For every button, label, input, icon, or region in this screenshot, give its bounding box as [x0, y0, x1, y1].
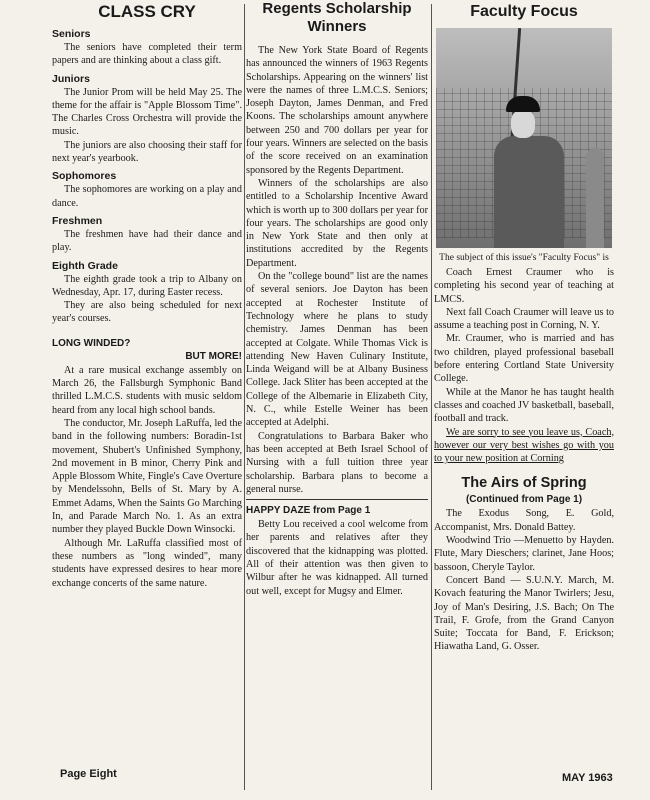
regents-title-line-2: Winners: [307, 18, 367, 35]
column-divider-1: [244, 4, 245, 790]
juniors-heading: Juniors: [52, 72, 90, 85]
faculty-paragraph-2: Next fall Coach Craumer will leave us to assume a teaching post in Corning, N. Y.: [434, 306, 614, 332]
airs-paragraph-1: The Exodus Song, E. Gold, Accompanist, Mrs. Donald Battey.: [434, 508, 614, 533]
long-winded-paragraph-2: The conductor, Mr. Joseph LaRuffa, led the band in the following numbers: Boradin-1st movement, Shubert's Unfinished Symphony, 2nd movement in B minor, Cherry Pink and Apple Blossom White, Fingle's Cave Overture by Mendelssohn, Bells of St. Mary by A. Emmet Adams, When the Saints Go Marching In, and Parade March No. 1. As an extra number they played Buckle Down Winsocki.: [52, 417, 242, 536]
coach-photo: [436, 28, 612, 248]
regents-title: [246, 0, 428, 36]
issue-date: MAY 1963: [562, 772, 613, 784]
regents-paragraph-4: Congratulations to Barbara Baker who has been accepted at Beth Israel School of Nursing with a full tuition three year scholarship. Barbara plans to become a general nurse.: [246, 430, 428, 495]
faculty-paragraph-1: Coach Ernest Craumer who is completing his second year of teaching at LMCS.: [434, 267, 614, 305]
freshmen-heading: Freshmen: [52, 214, 103, 227]
page-number: Page Eight: [60, 768, 117, 780]
faculty-focus-column: [434, 0, 614, 654]
airs-paragraph-2: Woodwind Trio —Menuetto by Hayden. Flute, Mary Dieschers; clarinet, Jane Hoos; bassoon, Cheryle Taylor.: [434, 535, 614, 573]
faculty-paragraph-4: While at the Manor he has taught health classes and coached JV basketball, baseball, football and track.: [434, 386, 615, 425]
eighth-grade-heading: Eighth Grade: [52, 259, 118, 272]
class-cry-title: CLASS CRY: [98, 2, 196, 21]
freshmen-paragraph: The freshmen have had their dance and play.: [52, 228, 242, 254]
seniors-paragraph: The seniors have completed their term papers and are thinking about a class gift.: [52, 42, 242, 67]
happy-daze-paragraph: Betty Lou received a cool welcome from her parents and relatives after they discovered that the kidnapping was plotted. All of their attention was then given to Wilbur after he was kidnapped. All turned out well, except for Mugsy and Elmer.: [246, 519, 428, 597]
sophomores-paragraph: The sophomores are working on a play and dance.: [52, 184, 242, 209]
eighth-grade-paragraph-1: The eighth grade took a trip to Albany on Wednesday, Apr. 17, during Easter recess.: [52, 273, 242, 298]
faculty-paragraph-3: Mr. Craumer, who is married and has two children, played professional baseball before entering Cortland State University College.: [434, 333, 614, 385]
seniors-heading: Seniors: [52, 28, 91, 40]
class-cry-column: [52, 0, 242, 590]
juniors-paragraph-2: The juniors are also choosing their staff for next year's yearbook.: [52, 139, 242, 165]
regents-title-line-1: Regents Scholarship: [262, 0, 412, 17]
photo-caption: The subject of this issue's "Faculty Focus" is: [439, 253, 609, 263]
sophomores-heading: Sophomores: [52, 170, 117, 183]
airs-of-spring-title: The Airs of Spring: [461, 475, 587, 492]
column-divider-2: [431, 4, 432, 790]
long-winded-title: LONG WINDED?: [52, 337, 131, 349]
section-divider: [246, 499, 428, 500]
regents-paragraph-3: On the "college bound" list are the names of several seniors. Joe Dayton has been accepted at Rochester Institute of Technology where he plans to study chemistry. James Denman has been accepted at Colgate. While Thomas Vick is attending New Haven Culinary Institute, Linda Weigand will be at Albany Business College. Jack Sliter has been accepted at the College of the Albemarie in Elizabeth City, N. C., while Estelle Weiner has been accepted at Adelphi.: [246, 271, 428, 429]
regents-column: [246, 0, 428, 598]
long-winded-paragraph-1: At a rare musical exchange assembly on March 26, the Fallsburgh Symphonic Band thrilled L.M.C.S. students with music seldom heard from any local high school bands.: [52, 364, 242, 416]
long-winded-paragraph-3: Although Mr. LaRuffa classified most of these numbers as "long winded", many students have expressed desires to hear more exchange concerts of the same nature.: [52, 537, 242, 589]
faculty-paragraph-5: We are sorry to see you leave us, Coach, however our very best wishes go with you to your new position at Corning: [434, 426, 614, 465]
airs-paragraph-3: Concert Band — S.U.N.Y. March, M. Kovach featuring the Manor Twirlers; Jesu, Joy of Man's Desiring, J.S. Bach; On The Trail, F. Grofe, from the Grand Canyon Suite; Toccata for Band, F. Erickson; Hiawatha Land, G. Osser.: [434, 574, 614, 653]
airs-continued-label: (Continued from Page 1): [465, 494, 583, 506]
juniors-paragraph-1: The Junior Prom will be held May 25. The theme for the affair is "Apple Blossom Time". The Charles Cross Orchestra will provide the music.: [52, 86, 242, 138]
eighth-grade-paragraph-2: They are also being scheduled for next year's courses.: [52, 300, 242, 325]
photo-coach-figure: [494, 96, 564, 248]
happy-daze-title: HAPPY DAZE from Page 1: [246, 505, 371, 517]
but-more-title: BUT MORE!: [185, 350, 242, 362]
faculty-focus-title: Faculty Focus: [470, 3, 578, 20]
regents-paragraph-1: The New York State Board of Regents has announced the winners of 1963 Regents Scholarships. Appearing on the winners' list were the names of three L.M.C.S. Seniors; Joseph Dayton, James Denman, and Fred Koons. The scholarships amount anywhere between 250 and 700 dollars per year for four years. Winners are selected on the basis of the score received on an examination sponsored by the Regents Department.: [246, 45, 428, 176]
regents-paragraph-2: Winners of the scholarships are also entitled to a Scholarship Incentive Award which is worth up to 300 dollars per year for four years. The scholarships are good only in New York State and then only at institutions accredited by the Regents Department.: [246, 177, 428, 269]
